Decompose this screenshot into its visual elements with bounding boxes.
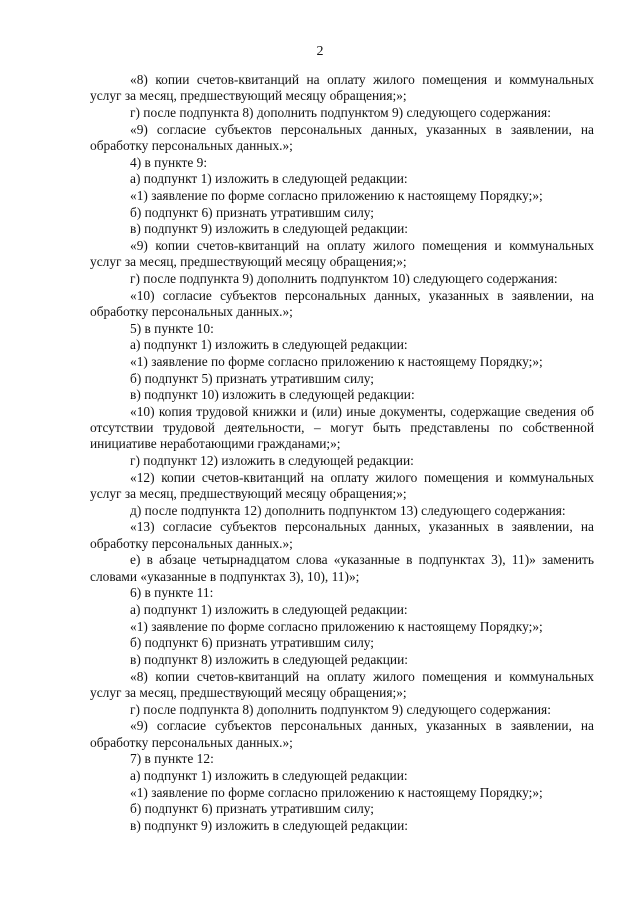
paragraph: в) подпункт 8) изложить в следующей редакции: (130, 652, 408, 668)
paragraph: г) подпункт 12) изложить в следующей редакции: (130, 453, 414, 469)
paragraph: 4) в пункте 9: (130, 154, 208, 170)
paragraph: «13) согласие субъектов персональных данных, указанных в заявлении, на обработку персональных данных.»; (90, 519, 594, 551)
paragraph: 7) в пункте 12: (130, 751, 214, 767)
paragraph: б) подпункт 6) признать утратившим силу; (130, 635, 375, 651)
paragraph: «1) заявление по форме согласно приложению к настоящему Порядку;»; (130, 353, 543, 369)
paragraph: 5) в пункте 10: (130, 320, 214, 336)
paragraph: е) в абзаце четырнадцатом слова «указанные в подпунктах 3), 11)» заменить словами «указанные в подпунктах 3), 10), 11)»; (90, 552, 594, 584)
paragraph: б) подпункт 6) признать утратившим силу; (130, 204, 375, 220)
paragraph: б) подпункт 6) признать утратившим силу; (130, 801, 375, 817)
paragraph: «9) копии счетов-квитанций на оплату жилого помещения и коммунальных услуг за месяц, предшествующий месяцу обращения;»; (90, 238, 594, 270)
paragraph: «9) согласие субъектов персональных данных, указанных в заявлении, на обработку персональных данных.»; (90, 718, 594, 750)
paragraph: д) после подпункта 12) дополнить подпунктом 13) следующего содержания: (130, 502, 566, 518)
paragraph: г) после подпункта 8) дополнить подпунктом 9) следующего содержания: (130, 701, 551, 717)
paragraph: а) подпункт 1) изложить в следующей редакции: (130, 602, 408, 617)
paragraph: в) подпункт 10) изложить в следующей редакции: (130, 387, 415, 403)
paragraph: б) подпункт 5) признать утратившим силу; (130, 370, 375, 386)
document-body (90, 72, 594, 835)
paragraph: в) подпункт 9) изложить в следующей редакции: (130, 221, 408, 237)
paragraph: «10) копия трудовой книжки и (или) иные документы, содержащие сведения об отсутствии трудовой деятельности, – могут быть представлены по собственной инициативе неработающими гражданами;»; (90, 404, 594, 452)
paragraph: в) подпункт 9) изложить в следующей редакции: (130, 818, 408, 834)
paragraph: «1) заявление по форме согласно приложению к настоящему Порядку;»; (130, 618, 543, 634)
paragraph: г) после подпункта 8) дополнить подпунктом 9) следующего содержания: (130, 104, 551, 120)
paragraph: «1) заявление по форме согласно приложению к настоящему Порядку;»; (130, 187, 543, 203)
paragraph: «12) копии счетов-квитанций на оплату жилого помещения и коммунальных услуг за месяц, предшествующий месяцу обращения;»; (90, 469, 594, 502)
paragraph: «10) согласие субъектов персональных данных, указанных в заявлении, на обработку персональных данных.»; (90, 287, 594, 319)
paragraph: «8) копии счетов-квитанций на оплату жилого помещения и коммунальных услуг за месяц, предшествующий месяцу обращения;»; (90, 72, 594, 104)
paragraph: 6) в пункте 11: (130, 585, 214, 601)
paragraph: г) после подпункта 9) дополнить подпунктом 10) следующего содержания: (130, 270, 558, 286)
paragraph: а) подпункт 1) изложить в следующей редакции: (130, 768, 408, 784)
paragraph: а) подпункт 1) изложить в следующей редакции: (130, 337, 408, 353)
paragraph: «1) заявление по форме согласно приложению к настоящему Порядку;»; (130, 784, 543, 800)
paragraph: а) подпункт 1) изложить в следующей редакции: (130, 171, 408, 187)
paragraph: «8) копии счетов-квитанций на оплату жилого помещения и коммунальных услуг за месяц, предшествующий месяцу обращения;»; (90, 668, 594, 701)
paragraph: «9) согласие субъектов персональных данных, указанных в заявлении, на обработку персональных данных.»; (90, 121, 594, 153)
page-number: 2 (316, 44, 324, 59)
